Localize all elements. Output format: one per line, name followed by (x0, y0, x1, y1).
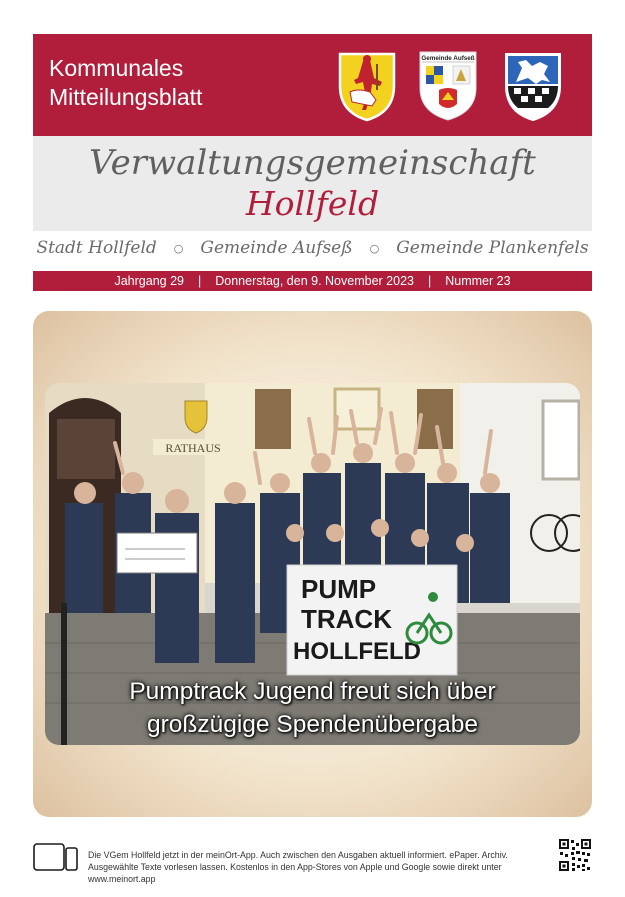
hollfeld-crest-icon (336, 48, 398, 122)
cover-photo (45, 383, 580, 745)
issue-number: Nummer 23 (445, 274, 511, 288)
header-band (33, 34, 592, 136)
masthead (33, 136, 592, 231)
town-plankenfels: Gemeinde Plankenfels (396, 238, 589, 258)
cover-caption-line1: Pumptrack Jugend freut sich über (129, 678, 496, 705)
masthead-title: Verwaltungsgemeinschaft (89, 143, 536, 183)
banner-line-track: TRACK (301, 604, 392, 634)
banner-line-hollfeld: HOLLFELD (293, 638, 421, 665)
publication-title-line2: Mitteilungsblatt (49, 84, 203, 110)
town-aufsess: Gemeinde Aufseß (200, 238, 353, 258)
issue-info-bar (33, 271, 592, 291)
issue-divider: | (427, 274, 432, 288)
publication-title (49, 54, 279, 112)
footer-line1: Die VGem Hollfeld jetzt in der meinOrt-App. Auch zwischen den Ausgaben aktuell informiert. ePaper. Archiv. (88, 850, 508, 860)
publication-title-line1: Kommunales (49, 55, 184, 81)
issue-divider: | (197, 274, 202, 288)
aufsess-crest-icon (417, 48, 479, 122)
cover-caption-line2: großzügige Spendenübergabe (146, 711, 478, 738)
cover-photo-frame (33, 311, 592, 817)
qr-code-icon[interactable] (558, 838, 592, 872)
cover-caption (45, 675, 580, 741)
footer-app-notice (88, 849, 556, 885)
town-separator-icon: ○ (173, 241, 184, 255)
issue-volume: Jahrgang 29 (114, 274, 184, 288)
banner-line-pump: PUMP (301, 574, 377, 604)
town-hollfeld: Stadt Hollfeld (36, 238, 157, 258)
footer-line2: Ausgewählte Texte vorlesen lassen. Kostenlos in den App-Stores von Apple und Google sowie direkt unter www.meinort.app (88, 862, 502, 884)
aufsess-crest-label: Gemeinde Aufseß (421, 55, 475, 62)
rathaus-sign: RATHAUS (165, 441, 221, 455)
issue-date: Donnerstag, den 9. November 2023 (215, 274, 414, 288)
masthead-subtitle: Hollfeld (245, 184, 380, 223)
tablet-phone-icon (33, 842, 79, 872)
member-towns (33, 234, 592, 262)
town-separator-icon: ○ (369, 241, 380, 255)
plankenfels-crest-icon (502, 48, 564, 122)
